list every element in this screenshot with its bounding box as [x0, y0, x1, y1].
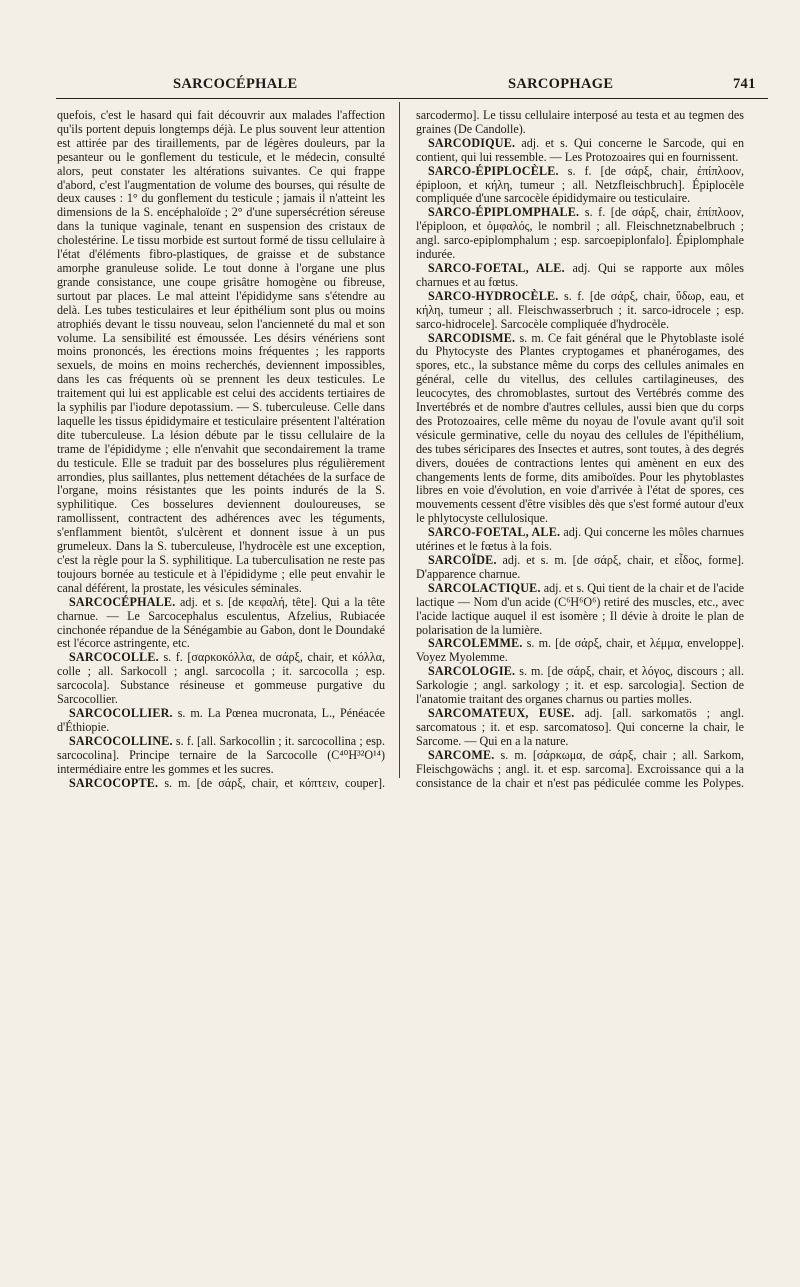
entry-definition: adj. Qui se rapporte aux môles charnues et au fœtus.: [416, 260, 744, 289]
entry-definition: adj. et s. Qui tient de la chair et de l'acide lactique — Nom d'un acide (C⁶H⁶O⁶) retiré des muscles, etc., avec l'acide lactique auquel il est isomère ; Il dévie à droite le plan de polarisation de la lumière.: [416, 580, 744, 637]
entry-headword: SARCOLACTIQUE.: [428, 580, 541, 595]
dictionary-entry: [416, 137, 744, 165]
entry-headword: SARCO-FOETAL, ALE.: [428, 260, 565, 275]
dictionary-entry: [416, 665, 744, 707]
running-header: [0, 76, 800, 98]
continued-paragraph: sarcodermo]. Le tissu cellulaire interposé au testa et au tegmen des graines (De Candolle).: [416, 108, 744, 136]
entry-headword: SARCODISME.: [428, 330, 516, 345]
dictionary-entry: [416, 637, 744, 665]
blank-lower-page: [0, 790, 800, 1287]
entry-definition: s. m. [de σάρξ, chair, et κόπτειν, couper].: [164, 775, 385, 790]
entry-definition: s. f. [σαρκοκόλλα, de σάρξ, chair, et κόλλα, colle ; all. Sarkocoll ; angl. sarcocolla ; it. sarcocolla ; esp. sarcocola]. Substance résineuse et gommeuse purgative du Sarcocollier.: [57, 650, 385, 707]
entry-headword: SARCOCOLLE.: [69, 650, 159, 665]
dictionary-entry: [57, 707, 385, 735]
dictionary-entry: [416, 332, 744, 527]
entry-definition: adj. [all. sarkomatös ; angl. sarcomatous ; it. et esp. sarcomatoso]. Qui concerne la chair, le Sarcome. — Qui en a la nature.: [416, 705, 744, 748]
entry-definition: s. m. [de σάρξ, chair, et λόγος, discours ; all. Sarkologie ; angl. sarkology ; it. et esp. sarcologia]. Section de l'anatomie traitant des organes charnus ou parties molles.: [416, 664, 744, 707]
entry-definition: s. f. [all. Sarkocollin ; it. sarcocollina ; esp. sarcocolina]. Principe ternaire de la Sarcocolle (C⁴⁰H³²O¹⁴) intermédiaire entre les gommes et les sucres.: [57, 733, 385, 776]
entry-definition: s. m. [de σάρξ, chair, et λέμμα, enveloppe]. Voyez Myolemme.: [416, 636, 744, 665]
dictionary-entry: [57, 596, 385, 652]
entry-definition: adj. et s. m. [de σάρξ, chair, et εἶδος, forme]. D'apparence charnue.: [416, 553, 744, 581]
entry-definition: s. m. Ce fait général que le Phytoblaste isolé du Phytocyste des Plantes cryptogames et phanérogames, des spores, etc., la substance même du corps des cellules animales en général, celle du vitellus, des cellules cartilagineuses, des leucocytes, des chromoblastes, surtout des Vertébrés comme des Invertébrés et de nombre d'autres cellules, aussi bien que du corps des Protozoaires, celle même du noyau de l'ovule avant qu'il soit vésicule germinative, celle du noyau des cellules de l'épithélium, des tubes séricipares des Insectes et autres, sont toutes, à des degrés divers, douées de contractions lentes qui amènent en eux des changements lents de forme, dits amiboïdes. Pour les phytoblastes libres en voie d'évolution, en voie d'arrivée à l'état de spores, ces mouvements cessent d'être visibles dès que s'est formé autour d'eux le phlytocyste cellulosique.: [416, 330, 744, 526]
entry-headword: SARCO-FOETAL, ALE.: [428, 525, 561, 540]
dictionary-entry: [416, 262, 744, 290]
header-right-word: SARCOPHAGE: [508, 76, 614, 92]
continued-paragraph: quefois, c'est le hasard qui fait découvrir aux malades l'affection qu'ils portent depuis longtemps déjà. Le plus souvent leur attention est attirée par des tiraillements, par de légères douleurs, par la pesanteur ou le gonflement du testicule, et le médecin, consulté alors, peut constater les altérations suivantes. Ce qui frappe d'abord, c'est l'augmentation de volume des bourses, qui résulte de deux causes : 1° du gonflement du testicule ; jamais il n'atteint les dimensions de la S. encéphaloïde ; 2° d'une supersécrétion séreuse dans la tunique vaginale, tenant en suspension des cristaux de cholestérine. Le tissu morbide est surtout formé de tissu cellulaire à l'état d'éléments fibro-plastiques, de graisse et de substance amorphe granuleuse solide. Le tout donne à l'organe une plus grande consistance, une coupe grisâtre homogène ou fibreuse, surtout par places. Le mal atteint l'épididyme sans s'étendre au delà. Les tubes testiculaires et leur épithélium sont plus ou moins atrophiés devant le tissu nouveau, selon l'ancienneté du mal et son volume. La sensibilité est émoussée. Les désirs vénériens sont moins prononcés, les érections moins fréquentes ; les rapports sexuels, de moins en moins recherchés, deviennent impossibles, dans les cas fréquents où se prennent les deux testicules. Le traitement qui lui est applicable est celui des accidents tertiaires de la syphilis par l'iodure depotassium. — S. tuberculeuse. Celle dans laquelle les tissus épididymaire et testiculaire présentent l'altération dite tuberculeuse. La lésion débute par le tissu cellulaire de la trame de l'épididyme ; elle n'envahit que secondairement la trame du testicule. Elle se traduit par des bosselures plus régulièrement arrondies, plus saillantes, plus nettement détachées de la surface de l'organe, moins résistantes que les points indurés de la S. syphilitique. Ces bosselures deviennent douloureuses, se ramollissent, contractent des adhérences avec les téguments, s'enflamment bientôt, s'ulcèrent et donnent issue à un pus grumeleux. Dans la S. tuberculeuse, l'hydrocèle est une exception, c'est la règle pour la S. syphilitique. La tuberculisation ne reste pas toujours bornée au testicule et à l'épididyme ; elle peut envahir le canal déférent, la prostate, les vésicules séminales.: [57, 108, 385, 595]
entry-headword: SARCODIQUE.: [428, 135, 516, 150]
entry-headword: SARCO-ÉPIPLOMPHALE.: [428, 205, 580, 220]
entry-definition: s. f. [de σάρξ, chair, ἐπίπλοον, épiploon, et κήλη, tumeur ; all. Netzfleischbruch]. Épiplocèle compliquée d'une sarcocèle épididymaire ou testiculaire.: [416, 163, 744, 206]
entry-headword: SARCO-HYDROCÈLE.: [428, 288, 559, 303]
entry-definition: s. m. [σάρκωμα, de σάρξ, chair ; all. Sarkom, Fleischgowächs ; angl. it. et esp. sarcoma]. Excroissance qui a la consistance de la chair et n'est pas pédiculée comme les Polypes.: [416, 747, 744, 790]
entry-headword: SARCOCOLLINE.: [69, 733, 173, 748]
left-column: [57, 108, 385, 790]
entry-definition: s. f. [de σάρξ, chair, ἐπίπλοον, l'épiploon, et ὀμφαλός, le nombril ; all. Fleischnetznabelbruch ; angl. sarco-epiplomphalum ; esp. sarcoepiplonfalo]. Épiplomphale indurée.: [416, 205, 744, 262]
header-rule: [56, 98, 768, 99]
dictionary-entry: [416, 554, 744, 582]
entry-headword: SARCOLOGIE.: [428, 664, 516, 679]
entry-headword: SARCO-ÉPIPLOCÈLE.: [428, 163, 559, 178]
entry-headword: SARCOÏDE.: [428, 553, 497, 567]
dictionary-entry: [416, 582, 744, 638]
right-column: [416, 108, 744, 790]
dictionary-entry: [57, 735, 385, 777]
entry-definition: adj. et s. Qui concerne le Sarcode, qui en contient, qui lui ressemble. — Les Protozoaires qui en fournissent.: [416, 135, 744, 164]
dictionary-entry: [416, 165, 744, 207]
entry-definition: s. f. [de σάρξ, chair, ὕδωρ, eau, et κήλη, tumeur ; all. Fleischwasserbruch ; it. sarco-idrocele ; esp. sarco-hidrocele]. Sarcocèle compliquée d'hydrocèle.: [416, 288, 744, 331]
entry-headword: SARCOCOPTE.: [69, 775, 159, 790]
dictionary-entry: [416, 526, 744, 554]
entry-definition: adj. Qui concerne les môles charnues utérines et le fœtus à la fois.: [416, 525, 744, 554]
entry-headword: SARCOCÉPHALE.: [69, 594, 176, 609]
entry-definition: adj. et s. [de κεφαλή, tête]. Qui a la tête charnue. — Le Sarcocephalus esculentus, Afzelius, Rubiacée cinchonée répandue de la Sénégambie au Gabon, dont le Doundaké est l'écorce astringente, etc.: [57, 594, 385, 651]
dictionary-entry: [416, 707, 744, 749]
column-divider: [399, 102, 400, 778]
dictionary-entry: [416, 290, 744, 332]
header-left-word: SARCOCÉPHALE: [173, 76, 298, 92]
dictionary-entry: [416, 206, 744, 262]
entry-headword: SARCOLEMME.: [428, 636, 523, 651]
entry-headword: SARCOCOLLIER.: [69, 705, 173, 720]
page-number: 741: [733, 76, 756, 92]
entry-headword: SARCOME.: [428, 747, 495, 762]
dictionary-entry: [57, 651, 385, 707]
entry-headword: SARCOMATEUX, EUSE.: [428, 705, 575, 720]
entry-definition: s. m. La Pœnea mucronata, L., Pénéacée d'Éthiopie.: [57, 705, 385, 734]
